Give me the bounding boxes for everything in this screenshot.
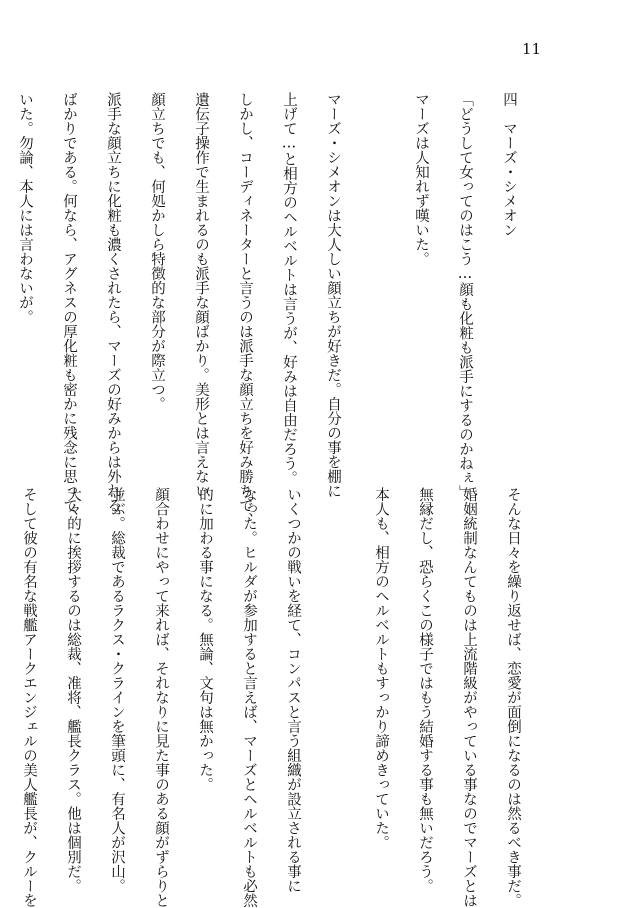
- upper-text-block: [0, 60, 542, 527]
- text-line: いた。勿論、本人には言わないが。: [17, 92, 33, 324]
- text-line: 的に加わる事になる。無論、文句は無かった。: [197, 487, 213, 792]
- text-line: 並ぶ。総裁であるラクス・クラインを筆頭に、有名人が沢山。: [109, 487, 125, 893]
- text-line: 婚姻統制なんてものは上流階級がやっている事なのでマーズとは: [461, 487, 477, 908]
- text-line: いくつかの戦いを経て、コンパスと言う組織が設立される事に: [285, 487, 301, 893]
- text-line: 上げて…と相方のヘルベルトは言うが、好みは自由だろう。: [281, 92, 297, 485]
- text-line: マーズは人知れず嘆いた。: [413, 92, 429, 266]
- chapter-title: 四 マーズ・シメオン: [501, 92, 517, 237]
- text-line: 大々的に挨拶するのは総裁、准将、艦長クラス。他は個別だ。: [65, 487, 81, 893]
- text-line: 本人も、相方のヘルベルトもすっかり諦めきっていた。: [373, 487, 389, 850]
- text-line: ばかりである。何なら、アグネスの厚化粧も密かに残念に思って: [61, 92, 77, 513]
- text-line: 派手な顔立ちに化粧も濃くされたら、マーズの好みからは外れる: [105, 92, 121, 513]
- text-line: なった。ヒルダが参加すると言えば、マーズとヘルベルトも必然: [241, 487, 257, 908]
- text-line: そして彼の有名な戦艦アークエンジェルの美人艦長が、クルーを: [21, 487, 37, 908]
- text-line: 顔立ちでも、何処かしら特徴的な部分が際立つ。: [149, 92, 165, 411]
- text-line: マーズ・シメオンは大人しい顔立ちが好きだ。自分の事を棚に: [325, 92, 341, 498]
- text-line: 遺伝子操作で生まれるのも派手な顔ばかり。美形とは言えない: [193, 92, 209, 498]
- text-line: 無縁だし、恐らくこの様子ではもう結婚する事も無いだろう。: [417, 487, 433, 893]
- text-line: しかし、コーディネーターと言うのは派手な顔立ちを好み勝ちで、: [237, 92, 253, 527]
- lower-text-block: [0, 455, 546, 908]
- text-line: そんな日々を繰り返せば、恋愛が面倒になるのは然るべき事だ。: [505, 487, 521, 908]
- text-line: 顔合わせにやって来れば、それなりに見た事のある顔がずらりと: [153, 487, 169, 908]
- page-number: 11: [522, 40, 542, 58]
- text-line: 「どうして女ってのはこう…顔も化粧も派手にするのかねぇ」: [457, 92, 473, 500]
